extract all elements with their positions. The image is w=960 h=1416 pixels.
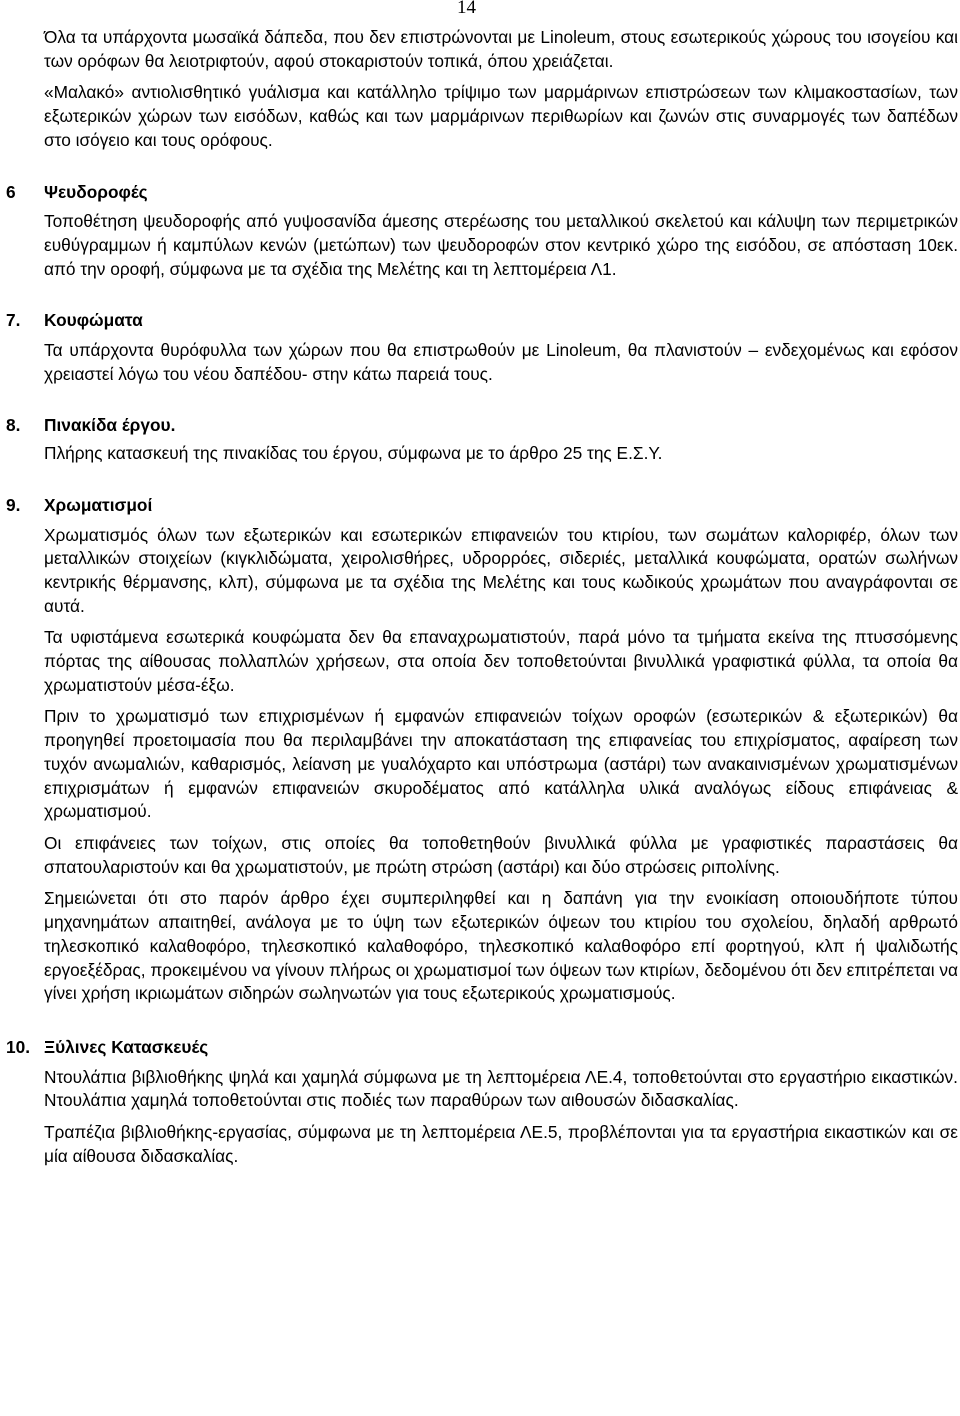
intro-paragraph-floors: Όλα τα υπάρχοντα μωσαϊκά δάπεδα, που δεν επιστρώνονται με Linoleum, στους εσωτερικούς χώρους του ισογείου και των ορόφων θα λειοτριφτούν, αφού στοκαριστούν τοπικά, όπου χρειάζεται. [44, 27, 958, 71]
section-title: Ψευδοροφές [44, 181, 148, 202]
section-8-paragraph: Πλήρης κατασκευή της πινακίδας του έργου, σύμφωνα με το άρθρο 25 της Ε.Σ.Υ. [44, 443, 663, 464]
section-6-paragraph: Τοποθέτηση ψευδοροφής από γυψοσανίδα άμεσης στερέωσης του μεταλλικού σκελετού και κάλυψη των περιμετρικών ευθύγραμμων ή καμπύλων κενών (μετώπων) των ψευδοροφών στον κεντρικό χώρο της εισόδου, σε απόσταση 10εκ. από την οροφή, σύμφωνα με τα σχέδια της Μελέτης και τη λεπτομέρεια Λ1. [44, 211, 958, 279]
section-number: 9. [6, 494, 21, 515]
section-10-heading [6, 1036, 958, 1060]
section-title: Χρωματισμοί [44, 494, 153, 515]
section-9-paragraph-2: Τα υφιστάμενα εσωτερικά κουφώματα δεν θα επαναχρωματιστούν, παρά μόνο τα τμήματα εκείνα της πτυσσόμενης πόρτας της αίθουσας πολλαπλών χρήσεων, στα οποία δεν τοποθετούνται βινυλλικά γραφιστικά φύλλα, τα οποία θα χρωματιστούν μέσα-έξω. [44, 627, 958, 695]
section-9-paragraph-3: Πριν το χρωματισμό των επιχρισμένων ή εμφανών επιφανειών τοίχων οροφών (εσωτερικών & εξωτερικών) θα προηγηθεί προετοιμασία που θα περιλαμβάνει την αποκατάσταση της επιφανείας του επιχρίσματος, αφαίρεση των τυχόν ανωμαλιών, καθαρισμός, λείανση με γυαλόχαρτο και υπόστρωμα (αστάρι) των ανακαινισμένων χρωματισμένων επιχρισμάτων ή εμφανών επιφανειών σκυροδέματος από κατάλληλα υλικά αναλόγως είδους επιφάνειας & χρωματισμού. [44, 706, 958, 822]
section-7-heading [6, 309, 958, 333]
page-number: 14 [457, 0, 476, 18]
section-10-paragraph-2: Τραπέζια βιβλιοθήκης-εργασίας, σύμφωνα με τη λεπτομέρεια ΛΕ.5, προβλέπονται για τα εργαστήρια εικαστικών και σε μία αίθουσα διδασκαλίας. [44, 1122, 958, 1166]
section-number: 8. [6, 415, 21, 436]
section-number: 7. [6, 310, 21, 331]
section-9-paragraph-1: Χρωματισμός όλων των εξωτερικών και εσωτερικών επιφανειών του κτιρίου, των σωμάτων καλοριφέρ, όλων των μεταλλικών στοιχείων (κιγκλιδώματα, χειρολισθήρες, υδρορρόες, σιδεριές, μεταλλικά κουφώματα, ορατών σωλήνων κεντρικής θέρμανσης, κλπ), σύμφωνα με τα σχέδια της Μελέτης και τους κωδικούς χρωμάτων που αναγράφονται σε αυτά. [44, 524, 958, 616]
section-number: 10. [6, 1036, 31, 1057]
section-9-heading [6, 494, 958, 518]
section-9-paragraph-4: Οι επιφάνειες των τοίχων, στις οποίες θα τοποθετηθούν βινυλλικά φύλλα με γραφιστικές παραστάσεις θα σπατουλαριστούν και θα χρωματιστούν, με πρώτη στρώση (αστάρι) και δύο στρώσεις ριπολίνης. [44, 832, 958, 877]
section-title: Πινακίδα έργου. [44, 415, 176, 436]
document-body [6, 26, 958, 1168]
section-title: Ξύλινες Κατασκευές [44, 1036, 209, 1057]
section-6-heading [6, 181, 958, 205]
section-7-paragraph: Τα υπάρχοντα θυρόφυλλα των χώρων που θα επιστρωθούν με Linoleum, θα πλανιστούν – ενδεχομένως και εφόσον χρειαστεί λόγω του νέου δαπέδου- στην κάτω παρειά τους. [44, 340, 958, 384]
section-number: 6 [6, 181, 16, 202]
section-title: Κουφώματα [44, 310, 143, 331]
intro-paragraph-polishing: «Μαλακό» αντιολισθητικό γυάλισμα και κατάλληλο τρίψιμο των μαρμάρινων επιστρώσεων των κλιμακοστασίων, των εξωτερικών χώρων των εισόδων, καθώς και των μαρμάρινων περιθωρίων και ζωνών στις συναρμογές των δαπέδων στο ισόγειο και τους ορόφους. [44, 82, 958, 150]
section-9-paragraph-5: Σημειώνεται ότι στο παρόν άρθρο έχει συμπεριληφθεί και η δαπάνη για την ενοικίαση οποιουδήποτε τύπου μηχανημάτων απαιτηθεί, ανάλογα με το ύψη των εξωτερικών όψεων του κτιρίου του σχολείου, δηλαδή αρθρωτό τηλεσκοπικό καλαθοφόρο, τηλεσκοπικό καλαθοφόρο, τηλεσκοπικό καλαθοφόρο επί φορτηγού, κλπ ή ψαλιδωτής εργοεξέδρας, προκειμένου να γίνουν πλήρως οι χρωματισμοί των όψεων των κτιρίων, δεδομένου ότι δεν επιτρέπεται να γίνει χρήση ικριωμάτων σιδηρών σωληνωτών για τους εξωτερικούς χρωματισμούς. [44, 888, 958, 1004]
section-8-heading [6, 414, 958, 438]
section-10-paragraph-1: Ντουλάπια βιβλιοθήκης ψηλά και χαμηλά σύμφωνα με τη λεπτομέρεια ΛΕ.4, τοποθετούνται στο εργαστήριο εικαστικών. Ντουλάπια χαμηλά τοποθετούνται στις ποδιές των παραθύρων των αιθουσών διδασκαλίας. [44, 1066, 958, 1111]
